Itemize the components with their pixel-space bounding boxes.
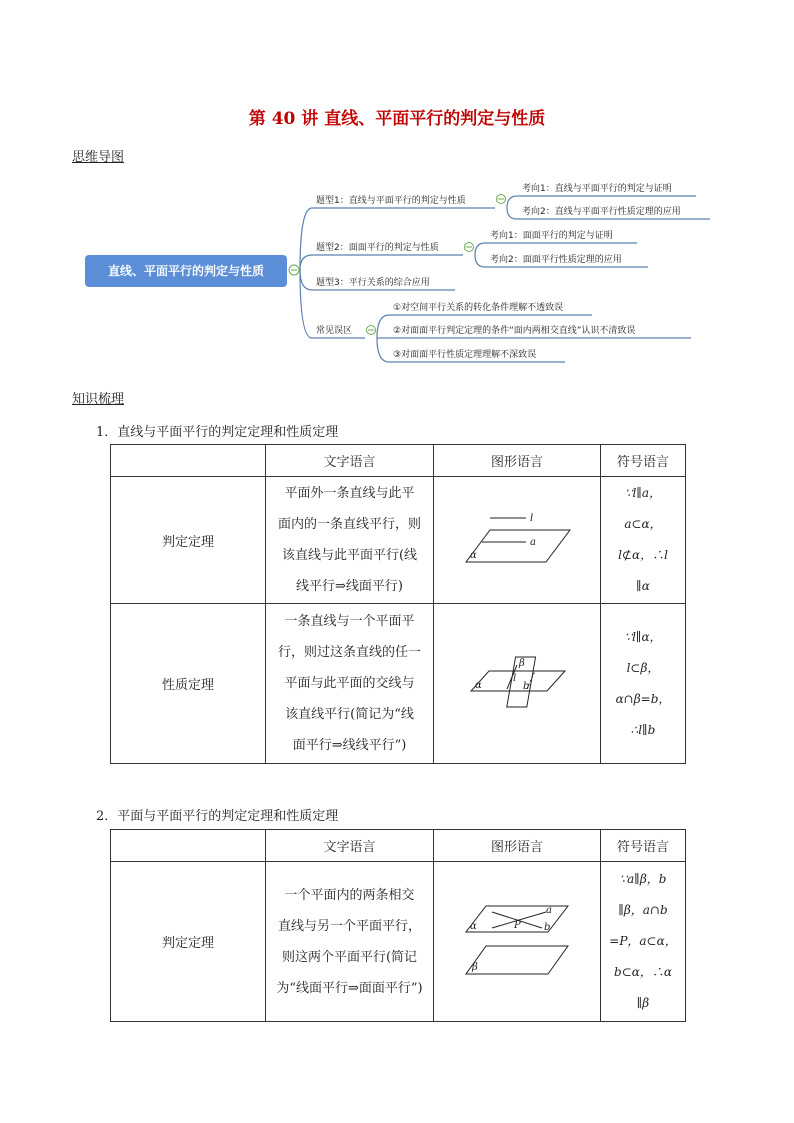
text-line: 平面外一条直线与此平 [284, 486, 415, 501]
text-language-cell [266, 604, 434, 764]
symbol-line: ∵a∥β，b [619, 872, 667, 886]
table2-header-3: 符号语言 [601, 830, 686, 862]
table1-heading: 1．直线与平面平行的判定定理和性质定理 [96, 425, 339, 440]
text-line: 行，则过这条直线的任一 [277, 645, 421, 660]
line-plane-property-figure [467, 649, 567, 719]
mindmap-leaf-1-1: 考向1：直线与平面平行的判定与证明 [522, 184, 672, 194]
text-line: 该直线平行(简记为“线 [285, 707, 414, 722]
symbol-line: =P，a⊂α， [609, 934, 677, 948]
knowledge-section-link[interactable]: 知识梳理 [72, 392, 125, 407]
table2-header-row [111, 830, 686, 862]
symbol-cell [601, 862, 686, 1022]
symbol-line: ∥β [636, 996, 650, 1010]
mindmap-branch-4: 常见误区 [316, 326, 353, 336]
symbol-line: a⊂α， [624, 517, 662, 531]
text-line: 该直线与此平面平行(线 [281, 548, 418, 563]
plane-plane-parallel-figure [462, 902, 572, 982]
mindmap-branch-1: 题型1：直线与平面平行的判定与性质 [316, 196, 466, 206]
symbol-line: b⊂α，∴α [614, 965, 672, 979]
table2 [110, 829, 686, 1022]
symbol-line: ∵l∥α， [624, 629, 662, 644]
table2-header-2: 图形语言 [434, 830, 601, 862]
table2-heading: 2．平面与平面平行的判定定理和性质定理 [96, 809, 339, 824]
mindmap-leaf-1-2: 考向2：直线与平面平行性质定理的应用 [522, 207, 681, 217]
table1-header-3: 符号语言 [601, 445, 686, 477]
mindmap-leaf-4-3: ③对面面平行性质定理理解不深致误 [393, 350, 537, 360]
label-b: b [523, 680, 530, 692]
symbol-cell [601, 604, 686, 764]
label-b: b [544, 921, 551, 933]
row-name: 判定定理 [111, 477, 266, 604]
label-l: l [530, 513, 534, 524]
text-line: 面内的一条直线平行，则 [277, 517, 421, 532]
figure-cell [434, 477, 601, 604]
mindmap-leaf-4-1: ①对空间平行关系的转化条件理解不透致误 [393, 303, 564, 313]
text-line: 一个平面内的两条相交 [284, 887, 415, 903]
symbol-line: ∥β，a∩b [618, 903, 668, 917]
table1-header-0 [111, 445, 266, 477]
symbol-line: ∥α [636, 579, 650, 593]
figure-cell [434, 862, 601, 1022]
text-line: 面平行⇒线线平行”) [292, 738, 407, 753]
table1 [110, 444, 686, 764]
symbol-cell [601, 477, 686, 604]
symbol-line: ∵l∥a， [624, 486, 662, 500]
label-a: a [530, 537, 536, 548]
text-line: 为“线面平行⇒面面平行”) [276, 980, 423, 996]
symbol-line: l⊄α，∴l [618, 548, 668, 562]
text-language-cell [266, 862, 434, 1022]
mindmap [0, 170, 794, 370]
symbol-line: α∩β=b， [615, 691, 671, 706]
mindmap-root: 直线、平面平行的判定与性质 [107, 264, 265, 278]
table2-header-1: 文字语言 [266, 830, 434, 862]
mindmap-leaf-2-1: 考向1：面面平行的判定与证明 [490, 231, 613, 241]
mindmap-section-link[interactable]: 思维导图 [72, 150, 125, 165]
text-line: 直线与另一个平面平行， [277, 918, 421, 934]
table2-header-0 [111, 830, 266, 862]
mindmap-branch-3: 题型3：平行关系的综合应用 [316, 278, 430, 288]
table-row [111, 862, 686, 1022]
label-l: l [513, 672, 517, 684]
row-name: 判定定理 [111, 862, 266, 1022]
text-line: 则这两个平面平行(简记 [281, 949, 418, 965]
label-P: P [514, 919, 521, 931]
text-line: 一条直线与一个平面平 [284, 614, 415, 629]
text-language-cell [266, 477, 434, 604]
label-a: a [546, 904, 552, 916]
label-beta: β [519, 657, 525, 669]
text-line: 平面与此平面的交线与 [284, 676, 415, 691]
symbol-line: l⊂β， [626, 660, 660, 675]
row-name: 性质定理 [111, 604, 266, 764]
line-plane-parallel-figure [462, 510, 572, 570]
table1-header-row [111, 445, 686, 477]
label-alpha: α [470, 920, 477, 932]
table1-header-2: 图形语言 [434, 445, 601, 477]
symbol-line: ∴l∥b [630, 722, 656, 737]
table1-header-1: 文字语言 [266, 445, 434, 477]
text-line: 线平行⇒线面平行) [296, 579, 403, 594]
label-alpha: α [475, 679, 482, 691]
table-row [111, 604, 686, 764]
figure-cell [434, 604, 601, 764]
page-title: 第 40 讲 直线、平面平行的判定与性质 [248, 109, 546, 129]
table-row [111, 477, 686, 604]
label-beta: β [472, 961, 478, 973]
label-alpha: α [470, 550, 477, 561]
mindmap-leaf-2-2: 考向2：面面平行性质定理的应用 [490, 255, 622, 265]
mindmap-branch-2: 题型2：面面平行的判定与性质 [316, 243, 439, 253]
mindmap-leaf-4-2: ②对面面平行判定定理的条件“面内两相交直线”认识不清致误 [393, 326, 636, 336]
